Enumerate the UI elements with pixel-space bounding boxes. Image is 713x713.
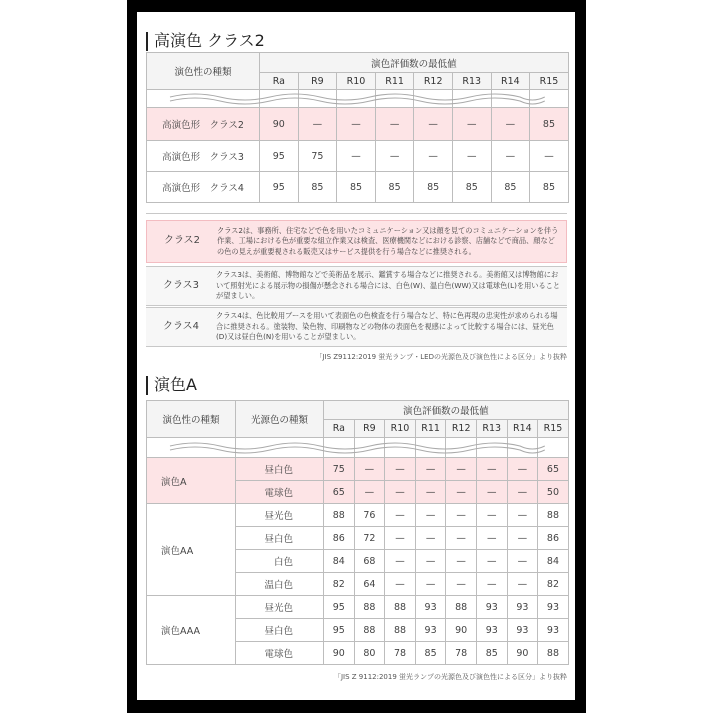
col-header-r10: R10 [337,73,376,90]
value-cell: — [446,458,477,481]
description-box [146,307,567,347]
value-cell: — [507,481,538,504]
value-cell: — [476,504,507,527]
value-cell: — [385,504,416,527]
table-row [147,458,569,481]
value-cell: — [354,481,385,504]
section2-title: 演色A [146,375,197,395]
value-cell: 85 [415,642,446,665]
col-header-group: 演色評価数の最低値 [260,53,569,73]
value-cell: — [375,141,414,172]
value-cell: — [476,550,507,573]
value-cell: — [415,504,446,527]
col-header-r11: R11 [375,73,414,90]
col-header-r10: R10 [385,420,416,438]
value-cell: — [507,527,538,550]
value-cell: 84 [324,550,355,573]
value-cell: 85 [452,172,491,203]
value-cell: — [385,458,416,481]
value-cell: — [452,141,491,172]
value-cell: 82 [324,573,355,596]
value-cell: 88 [354,596,385,619]
source-note-2: 「JIS Z 9112:2019 蛍光ランプの光源色及び演色性による区分」より抜粋 [333,673,567,681]
col-header-r14: R14 [507,420,538,438]
wave-break-cell [414,90,453,108]
value-cell: — [415,550,446,573]
value-cell: 88 [385,596,416,619]
color-rendering-a-table [146,400,569,665]
wave-break-cell [375,90,414,108]
value-cell: — [476,527,507,550]
group-label: 演色A [147,458,236,504]
value-cell: 50 [538,481,569,504]
value-cell: 78 [446,642,477,665]
table-row [147,172,569,203]
value-cell: 93 [476,619,507,642]
col-header-r14: R14 [491,73,530,90]
wave-break-cell [530,90,569,108]
value-cell: 82 [538,573,569,596]
wave-break-cell [415,438,446,458]
value-cell: 90 [324,642,355,665]
value-cell: 95 [324,596,355,619]
value-cell: 85 [298,172,337,203]
value-cell: 64 [354,573,385,596]
value-cell: — [375,108,414,141]
value-cell: 90 [507,642,538,665]
value-cell: — [507,458,538,481]
value-cell: — [385,550,416,573]
value-cell: — [507,504,538,527]
value-cell: — [385,481,416,504]
col-header-r15: R15 [538,420,569,438]
value-cell: 93 [415,596,446,619]
value-cell: 84 [538,550,569,573]
source-note-1: 「JIS Z9112:2019 蛍光ランプ・LEDの光源色及び演色性による区分」より抜粋 [315,353,567,361]
value-cell: 95 [260,141,299,172]
wave-break-cell [260,90,299,108]
value-cell: 90 [446,619,477,642]
value-cell: — [385,573,416,596]
value-cell: 93 [415,619,446,642]
col-header-ra: Ra [260,73,299,90]
row-label: 高演色形 クラス4 [147,172,260,203]
value-cell: 93 [507,619,538,642]
value-cell: 93 [538,596,569,619]
value-cell: — [446,550,477,573]
class2-spec-table [146,52,569,203]
value-cell: — [446,481,477,504]
value-cell: — [446,504,477,527]
description-text: クラス4は、色比較用ブースを用いて表面色の色検査を行う場合など、特に色再現の忠実性が求められる場合に推奨される。塗装物、染色物、印刷物などの物体の表面色を視感によって比較する場合には、昼光色(D)又は昼白色(N)を用いることが望ましい。 [216,311,558,342]
wave-break-cell [147,90,260,108]
value-cell: — [414,108,453,141]
description-text: クラス3は、美術館、博物館などで美術品を展示、鑑賞する場合などに推奨される。美術館又は博物館において照射光による展示物の損傷が懸念される場合には、白色(W)、温白色(WW)又は電球色(L)を用いることが望ましい。 [216,270,561,301]
wave-break-cell [337,90,376,108]
source-color: 昼白色 [236,458,324,481]
col-header-r13: R13 [476,420,507,438]
wave-break-cell [147,438,236,458]
value-cell: 93 [538,619,569,642]
value-cell: — [476,481,507,504]
description-label: クラス3 [162,279,200,291]
value-cell: — [507,573,538,596]
table-row [147,141,569,172]
value-cell: — [298,108,337,141]
value-cell: 72 [354,527,385,550]
col-header-ra: Ra [324,420,355,438]
wave-break-cell [491,90,530,108]
value-cell: 68 [354,550,385,573]
value-cell: 88 [324,504,355,527]
table-row [147,504,569,527]
value-cell: 85 [530,108,569,141]
wave-break-cell [324,438,355,458]
value-cell: — [530,141,569,172]
value-cell: 93 [476,596,507,619]
value-cell: — [337,108,376,141]
value-cell: — [491,141,530,172]
value-cell: — [337,141,376,172]
value-cell: — [415,481,446,504]
wave-break-cell [507,438,538,458]
row-label: 高演色形 クラス3 [147,141,260,172]
value-cell: 88 [446,596,477,619]
value-cell: 85 [375,172,414,203]
value-cell: 80 [354,642,385,665]
value-cell: 78 [385,642,416,665]
source-color: 白色 [236,550,324,573]
wave-break-cell [236,438,324,458]
wave-break-cell [452,90,491,108]
value-cell: — [415,527,446,550]
value-cell: 86 [538,527,569,550]
wave-break-cell [446,438,477,458]
wave-break-cell [354,438,385,458]
value-cell: — [446,573,477,596]
wave-break-cell [385,438,416,458]
value-cell: 85 [476,642,507,665]
source-color: 昼光色 [236,504,324,527]
value-cell: 88 [354,619,385,642]
col-header-r9: R9 [354,420,385,438]
group-label: 演色AAA [147,596,236,665]
col-header-r12: R12 [414,73,453,90]
wave-break-cell [476,438,507,458]
col-header-type: 演色性の種類 [147,53,260,90]
value-cell: 88 [538,642,569,665]
value-cell: 90 [260,108,299,141]
value-cell: — [452,108,491,141]
wave-break-cell [298,90,337,108]
value-cell: 75 [298,141,337,172]
value-cell: 65 [538,458,569,481]
value-cell: 85 [414,172,453,203]
col-header-r9: R9 [298,73,337,90]
source-color: 昼白色 [236,619,324,642]
section1-title: 高演色 クラス2 [146,31,265,51]
value-cell: 93 [507,596,538,619]
value-cell: 95 [324,619,355,642]
col-header-r15: R15 [530,73,569,90]
value-cell: 88 [385,619,416,642]
source-color: 昼光色 [236,596,324,619]
description-label: クラス2 [163,235,201,247]
divider [146,213,567,214]
table-row [147,108,569,141]
value-cell: 65 [324,481,355,504]
value-cell: 76 [354,504,385,527]
value-cell: 95 [260,172,299,203]
col-header-group: 演色評価数の最低値 [324,401,569,420]
description-text: クラス2は、事務所、住宅などで色を用いたコミュニケーション又は顔を見てのコミュニケーションを伴う作業、工場における色が重要な組立作業又は検査、医療機関などにおける診察、店舗などで商品、顔などの色の見えが重要視される販売又はサービス提供を行う場合などに推奨される。 [217,225,559,256]
wave-break-cell [538,438,569,458]
value-cell: — [476,573,507,596]
value-cell: — [414,141,453,172]
value-cell: 85 [491,172,530,203]
value-cell: — [446,527,477,550]
table-row [147,596,569,619]
value-cell: 86 [324,527,355,550]
value-cell: — [476,458,507,481]
source-color: 昼白色 [236,527,324,550]
description-box [146,266,567,306]
group-label: 演色AA [147,504,236,596]
col-header-type: 演色性の種類 [147,401,236,438]
value-cell: 85 [337,172,376,203]
col-header-source: 光源色の種類 [236,401,324,438]
description-box [146,220,567,263]
col-header-r11: R11 [415,420,446,438]
value-cell: 88 [538,504,569,527]
col-header-r12: R12 [446,420,477,438]
source-color: 温白色 [236,573,324,596]
value-cell: — [507,550,538,573]
source-color: 電球色 [236,481,324,504]
value-cell: — [415,458,446,481]
description-label: クラス4 [162,320,200,332]
value-cell: 85 [530,172,569,203]
value-cell: — [385,527,416,550]
value-cell: — [415,573,446,596]
source-color: 電球色 [236,642,324,665]
value-cell: 75 [324,458,355,481]
col-header-r13: R13 [452,73,491,90]
row-label: 高演色形 クラス2 [147,108,260,141]
value-cell: — [354,458,385,481]
value-cell: — [491,108,530,141]
